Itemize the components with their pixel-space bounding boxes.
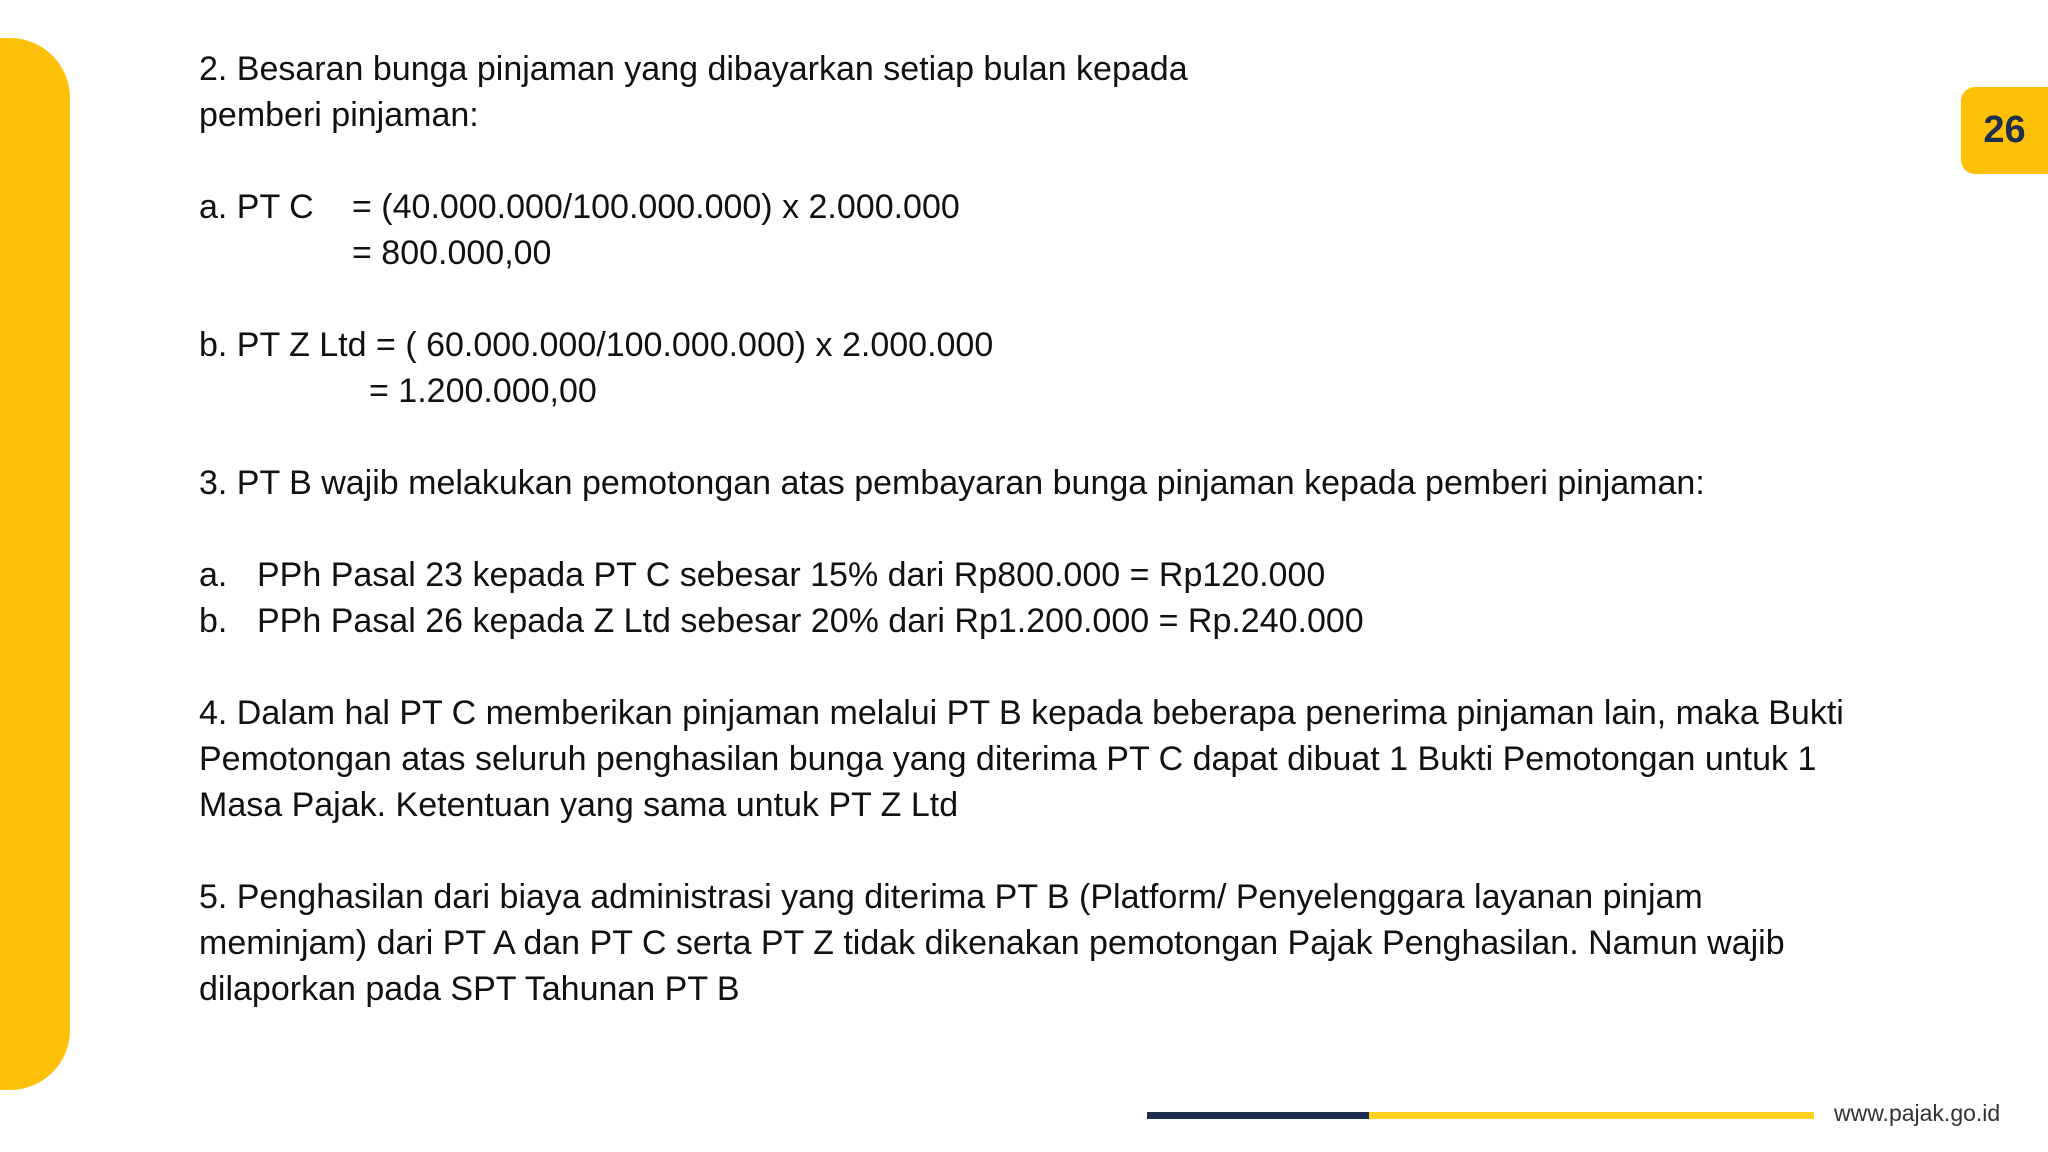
spacer (199, 414, 1919, 460)
page-number: 26 (1983, 109, 2026, 151)
point2-a-formula: = (40.000.000/100.000.000) x 2.000.000 (352, 188, 960, 226)
point2-b-formula: = ( 60.000.000/100.000.000) x 2.000.000 (376, 326, 994, 364)
point2-b-row (199, 322, 1919, 368)
footer-divider-yellow (1369, 1112, 1814, 1119)
point2-a-row (199, 184, 1919, 230)
list-item (199, 552, 1919, 598)
point4-line1: 4. Dalam hal PT C memberikan pinjaman melalui PT B kepada beberapa penerima pinjaman lain, maka Bukti (199, 694, 1844, 732)
slide-content (199, 46, 1919, 1012)
point3-heading: 3. PT B wajib melakukan pemotongan atas pembayaran bunga pinjaman kepada pemberi pinjaman: (199, 464, 1705, 502)
point5-line3: dilaporkan pada SPT Tahunan PT B (199, 970, 740, 1008)
point2-line1: 2. Besaran bunga pinjaman yang dibayarkan setiap bulan kepada (199, 50, 1188, 88)
point5-line1: 5. Penghasilan dari biaya administrasi yang diterima PT B (Platform/ Penyelenggara layanan pinjam (199, 878, 1703, 916)
list-item-text: PPh Pasal 26 kepada Z Ltd sebesar 20% dari Rp1.200.000 = Rp.240.000 (257, 602, 1364, 640)
list-item (199, 598, 1919, 644)
point4-line3: Masa Pajak. Ketentuan yang sama untuk PT Z Ltd (199, 786, 959, 824)
left-accent-bar (0, 38, 70, 1090)
spacer (199, 276, 1919, 322)
spacer (199, 506, 1919, 552)
list-item-text: PPh Pasal 23 kepada PT C sebesar 15% dari Rp800.000 = Rp120.000 (257, 556, 1326, 594)
spacer (199, 828, 1919, 874)
point4-line2: Pemotongan atas seluruh penghasilan bunga yang diterima PT C dapat dibuat 1 Bukti Pemotongan untuk 1 (199, 740, 1817, 778)
spacer (199, 644, 1919, 690)
page-number-badge (1961, 87, 2048, 174)
list-marker: a. (199, 556, 228, 594)
point2-b-label: b. PT Z Ltd (199, 326, 377, 364)
point2-b-result: = 1.200.000,00 (369, 372, 597, 410)
spacer (199, 138, 1919, 184)
point2-line2: pemberi pinjaman: (199, 96, 479, 134)
point5-line2: meminjam) dari PT A dan PT C serta PT Z tidak dikenakan pemotongan Pajak Penghasilan. Namun wajib (199, 924, 1785, 962)
point2-a-result: = 800.000,00 (352, 234, 552, 272)
point2-a-label: a. PT C (199, 188, 314, 226)
footer-divider-dark (1147, 1112, 1369, 1119)
list-marker: b. (199, 602, 228, 640)
footer-website[interactable]: www.pajak.go.id (1834, 1100, 2001, 1126)
